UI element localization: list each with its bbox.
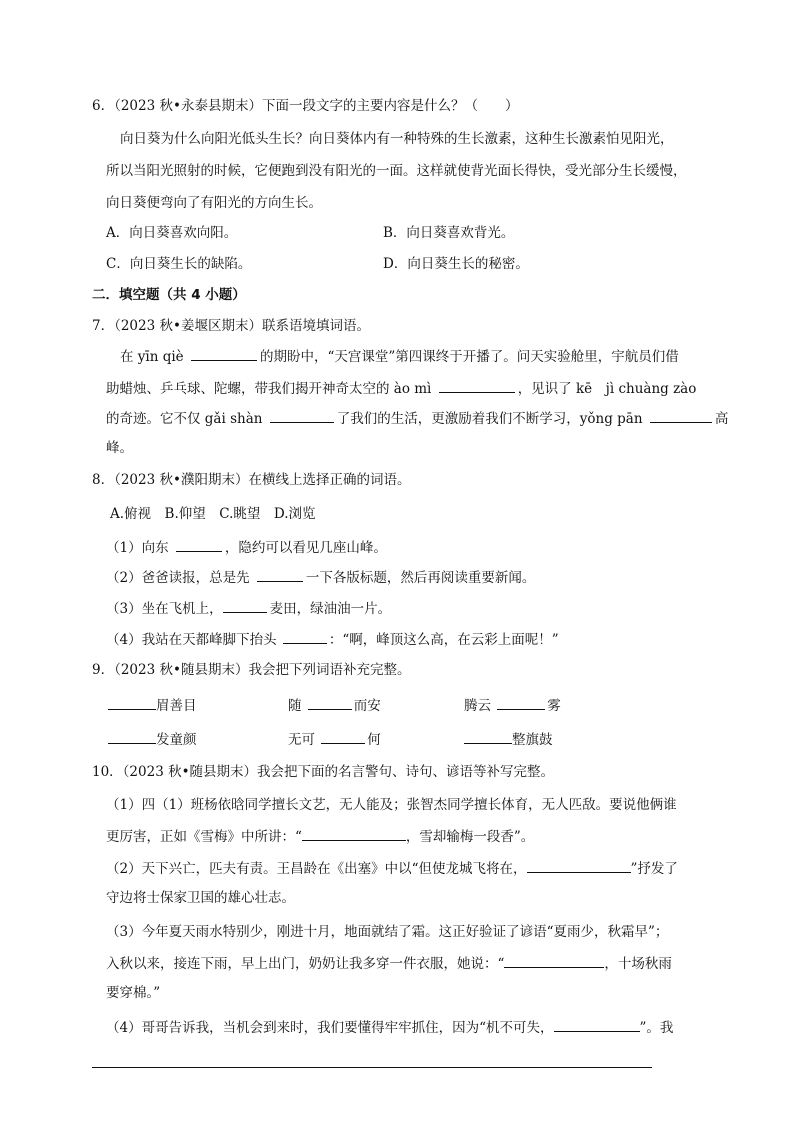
q9-item-3: [464, 695, 561, 716]
q10-text: ，雪却输梅一段香”。: [405, 829, 535, 845]
q8-blank-1[interactable]: [176, 537, 222, 552]
q9-text: 腾云: [464, 698, 491, 714]
q7-line-4: 峰。: [106, 440, 133, 456]
q9-blank-4[interactable]: [108, 729, 156, 744]
q10-text: （2）天下兴亡，匹夫有责。王昌龄在《出塞》中以“但使龙城飞将在，: [106, 861, 527, 877]
q9-blank-6[interactable]: [464, 729, 512, 744]
q8-text: 一下各版标题，然后再阅读重要新闻。: [305, 570, 536, 586]
q10-part-2-line-1: [106, 858, 678, 879]
q9-blank-5[interactable]: [321, 729, 365, 744]
q8-sentence-2: [106, 567, 535, 588]
q9-text: 无可: [288, 732, 315, 748]
q10-title: 10．（2023 秋•随县期末）我会把下面的名言警句、诗句、谚语等补写完整。: [92, 764, 555, 780]
q6-passage-line-1: 向日葵为什么向阳光低头生长？向日葵体内有一种特殊的生长激素，这种生长激素怕见阳光，: [120, 131, 674, 147]
q9-item-4: [108, 729, 197, 750]
q7-blank-5[interactable]: [650, 408, 712, 423]
q10-text: 入秋以来，接连下雨，早上出门，奶奶让我多穿一件衣服，她说：“: [106, 956, 505, 972]
q8-sentence-4: [106, 629, 559, 650]
q9-text: 眉善目: [156, 698, 197, 714]
q8-blank-2[interactable]: [257, 567, 303, 582]
q10-text: ”。我: [639, 1020, 674, 1036]
q7-line-1: [120, 346, 679, 367]
q7-blank-1[interactable]: [191, 346, 257, 361]
q7-text: 的奇迹。它不仅 gǎi shàn: [106, 411, 263, 427]
q6-passage-line-3: 向日葵便弯向了有阳光的方向生长。: [106, 195, 322, 211]
q6-option-d[interactable]: D．向日葵生长的秘密。: [383, 256, 529, 272]
q6-passage-line-2: 所以当阳光照射的时候，它便跑到没有阳光的一面。这样就使背光面长得快，受光部分生长缓慢，: [106, 163, 687, 179]
q8-text: ：“啊，峰顶这么高，在云彩上面呢！”: [328, 632, 559, 648]
q8-text: （1）向东: [106, 540, 169, 556]
q10-blank-3[interactable]: [504, 953, 604, 968]
q9-item-6: [464, 729, 553, 750]
q10-part-3-line-3: 要穿棉。”: [106, 985, 161, 1001]
q8-text: （4）我站在天都峰脚下抬头: [106, 632, 277, 648]
q8-blank-4[interactable]: [283, 629, 327, 644]
q8-options: A.俯视 B.仰望 C.眺望 D.浏览: [110, 506, 316, 522]
q10-part-4-line-1: [106, 1017, 673, 1038]
q8-sentence-3: [106, 598, 391, 619]
q7-text: 助蜡烛、乒乓球、陀螺，带我们揭开神奇太空的 ào mì: [106, 381, 432, 397]
q10-part-3-line-1: （3）今年夏天雨水特别少，刚进十月，地面就结了霜。这正好验证了谚语“夏雨少，秋霜早”；: [106, 924, 669, 940]
q10-blank-1[interactable]: [302, 826, 406, 841]
q9-text: 何: [367, 732, 381, 748]
q10-blank-2[interactable]: [527, 858, 631, 873]
q6-title: 6．（2023 秋•永泰县期末）下面一段文字的主要内容是什么？（ ）: [92, 98, 519, 114]
q9-item-1: [108, 695, 197, 716]
q8-text: 麦田，绿油油一片。: [269, 601, 392, 617]
q6-option-c[interactable]: C．向日葵生长的缺陷。: [106, 256, 252, 272]
q10-part-3-line-2: [106, 953, 672, 974]
q10-blank-4[interactable]: [554, 1017, 640, 1032]
q10-part-2-line-2: 守边将士保家卫国的雄心壮志。: [106, 890, 295, 906]
q9-text: 发童颜: [156, 732, 197, 748]
q7-text: ，见识了 kē jì chuàng zào: [517, 381, 697, 397]
q10-text: （4）哥哥告诉我，当机会到来时，我们要懂得牢牢抓住，因为“机不可失，: [106, 1020, 554, 1036]
q9-text: 雾: [547, 698, 561, 714]
q7-text: 了我们的生活，更激励着我们不断学习，yǒng pān: [336, 411, 643, 427]
q8-text: （2）爸爸读报，总是先: [106, 570, 250, 586]
q9-item-5: [288, 729, 381, 750]
q9-blank-3[interactable]: [497, 695, 545, 710]
q7-title: 7．（2023 秋•姜堰区期末）联系语境填词语。: [92, 318, 370, 334]
q9-blank-1[interactable]: [108, 695, 156, 710]
q8-sentence-1: [106, 537, 387, 558]
q10-text: 更厉害，正如《雪梅》中所讲：“: [106, 829, 302, 845]
q7-text: 的期盼中，“天宫课堂”第四课终于开播了。问天实验舱里，宇航员们借: [259, 349, 679, 365]
footer-divider: [92, 1067, 652, 1068]
q10-text: ”抒发了: [630, 861, 678, 877]
section-2-heading: 二．填空题（共 4 小题）: [92, 287, 246, 303]
q9-title: 9．（2023 秋•随县期末）我会把下列词语补充完整。: [92, 662, 411, 678]
q7-text: 在 yīn qiè: [120, 349, 184, 365]
q8-text: ，隐约可以看见几座山峰。: [224, 540, 387, 556]
q6-option-a[interactable]: A．向日葵喜欢向阳。: [106, 225, 238, 241]
q10-part-1-line-2: [106, 826, 534, 847]
q9-text: 随: [288, 698, 302, 714]
q7-line-2: [106, 378, 696, 399]
q9-item-2: [288, 695, 381, 716]
q8-blank-3[interactable]: [223, 598, 267, 613]
q9-blank-2[interactable]: [308, 695, 352, 710]
q7-text: 高: [714, 411, 729, 427]
q8-text: （3）坐在飞机上，: [106, 601, 223, 617]
q10-part-1-line-1: （1）四（1）班杨依晗同学擅长文艺，无人能及；张智杰同学擅长体育，无人匹敌。要说他俩谁: [106, 797, 677, 813]
q9-text: 整旗鼓: [512, 732, 553, 748]
q8-title: 8．（2023 秋•濮阳期末）在横线上选择正确的词语。: [92, 472, 411, 488]
q9-text: 而安: [353, 698, 381, 714]
q7-blank-4[interactable]: [270, 408, 334, 423]
q7-blank-2[interactable]: [439, 378, 515, 393]
q10-text: ，十场秋雨: [604, 956, 672, 972]
q7-line-3: [106, 408, 728, 429]
q6-option-b[interactable]: B．向日葵喜欢背光。: [383, 225, 515, 241]
